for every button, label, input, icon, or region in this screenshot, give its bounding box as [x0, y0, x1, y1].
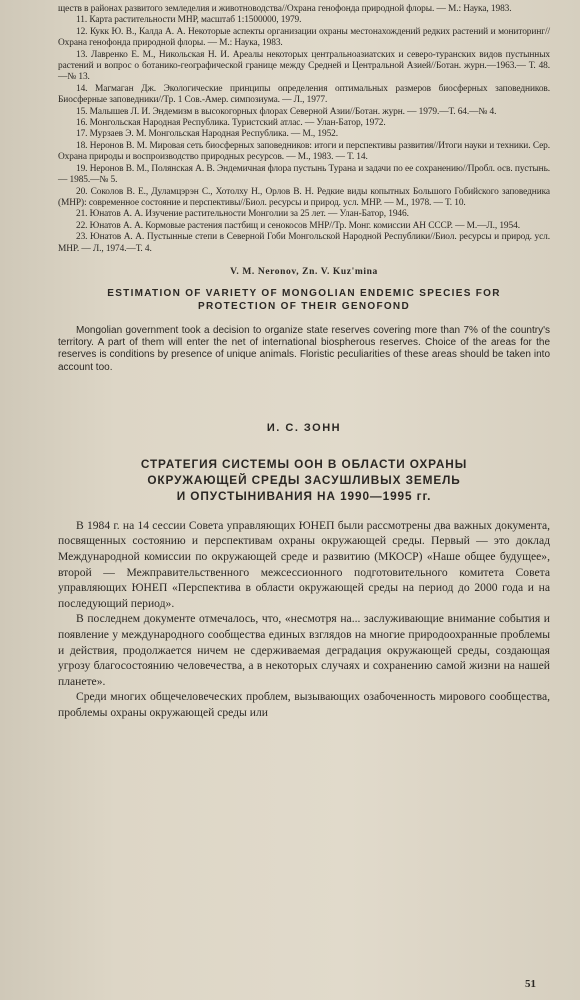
- reference-list: [58, 4, 550, 255]
- reference-item: 15. Малышев Л. И. Эндемизм в высокогорных флорах Северной Азии//Ботан. журн. — 1979.—Т. 64.—№ 4.: [76, 106, 497, 117]
- reference-item: 22. Юнатов А. А. Кормовые растения пастбищ и сенокосов МНР//Тр. Монг. комиссии АН СССР. — М.—Л., 1954.: [76, 220, 520, 231]
- reference-item: 21. Юнатов А. А. Изучение растительности Монголии за 25 лет. — Улан-Батор, 1946.: [76, 209, 409, 220]
- reference-item: 11. Карта растительности МНР, масштаб 1:1500000, 1979.: [76, 15, 302, 26]
- reference-item: 14. Магмаган Дж. Экологические принципы определения оптимальных размеров биосферных заповедников. Биосферные заповедники//Тр. 1 Сов.-Амер. симпозиума. — Л., 1977.: [58, 83, 550, 106]
- article-author: И. С. ЗОНН: [266, 421, 342, 434]
- reference-item: 19. Неронов В. М., Полянская А. В. Эндемичная флора пустынь Турана и задачи по ее сохранению//Пробл. осв. пустынь. — 1985.—№ 5.: [58, 163, 550, 186]
- reference-item: 13. Лавренко Е. М., Никольская Н. И. Ареалы некоторых центральноазиатских и северо-туранских видов пустынных растений и вопрос о ботанико-географической границе между Средней и Центральной Азией//Ботан. журн.—1963.— Т. 48.—№ 13.: [58, 49, 550, 83]
- article-title: [58, 456, 550, 504]
- english-title-line: PROTECTION OF THEIR GENOFOND: [198, 300, 410, 312]
- english-title-line: ESTIMATION OF VARIETY OF MONGOLIAN ENDEMIC SPECIES FOR: [107, 287, 501, 299]
- article-title-line: СТРАТЕГИЯ СИСТЕМЫ ООН В ОБЛАСТИ ОХРАНЫ: [140, 456, 468, 471]
- reference-item: 20. Соколов В. Е., Дуламцэрэн С., Хотолху Н., Орлов В. Н. Редкие виды копытных Большого Гобийского заповедника (МНР): современное состояние и перспективы//Биол. ресурсы и природ. усл. МНР. — М., 1978. — Т. 10.: [58, 186, 550, 208]
- english-authors: V. M. Neronov, Zn. V. Kuz'mina: [230, 266, 378, 277]
- article-paragraph: В последнем документе отмечалось, что, «несмотря на... заслуживающие внимание события и появление у международного сообщества единых взглядов на многие природоохранные проблемы и действия, продолжается ничем не сдерживаемая деградация окружающей среды, создающая угрозу благосостоянию человечества, а в некоторых случаях и сохранению самой жизни на нашей планете».: [58, 612, 550, 688]
- reference-item: 18. Неронов В. М. Мировая сеть биосферных заповедников: итоги и перспективы развития//Итоги науки и техники. Сер. Охрана природы и воспроизводство природных ресурсов. — М., 1983. — Т. 14.: [58, 140, 550, 163]
- reference-item: ществ в районах развитого земледелия и животноводства//Охрана генофонда природной флоры. — М.: Наука, 1983.: [58, 4, 512, 14]
- article-paragraph: Среди многих общечеловеческих проблем, вызывающих озабоченность мирового сообщества, проблемы охраны окружающей среды или: [58, 690, 550, 719]
- reference-item: 12. Кукк Ю. В., Калда А. А. Некоторые аспекты организации охраны местонахождений редких растений и мониторинг//Охрана генофонда природной флоры. — М.: Наука, 1983.: [58, 26, 550, 49]
- reference-item: 16. Монгольская Народная Республика. Туристский атлас. — Улан-Батор, 1972.: [76, 118, 386, 129]
- article-title-line: И ОПУСТЫНИВАНИЯ НА 1990—1995 гг.: [176, 488, 432, 503]
- english-title: [58, 287, 550, 313]
- reference-item: 17. Мурзаев Э. М. Монгольская Народная Республика. — М., 1952.: [76, 129, 339, 140]
- reference-item: 23. Юнатов А. А. Пустынные степи в Северной Гоби Монгольской Народной Республики//Биол. ресурсы и природ. усл. МНР. — Л., 1974.—Т. 4.: [58, 232, 550, 254]
- article-paragraph: В 1984 г. на 14 сессии Совета управляющих ЮНЕП были рассмотрены два важных документа, посвященных состоянию и перспективам охраны окружающей среды. Первый — это доклад Международной комиссии по окружающей среде и развитию (МКОСР) «Наше общее будущее», второй — Межправительственного межсессионного подготовительного комитета Совета управляющих ЮНЕП «Перспектива в области окружающей среды на период до 2000 года и на последующий период».: [58, 518, 550, 610]
- article-title-line: ОКРУЖАЮЩЕЙ СРЕДЫ ЗАСУШЛИВЫХ ЗЕМЕЛЬ: [147, 472, 461, 487]
- page-number: 51: [525, 978, 536, 990]
- english-abstract: Mongolian government took a decision to organize state reserves covering more than 7% of the country's territory. A part of them will enter the net of international biospherous reserves. Choice of the areas for the reserves is conditions by presence of unique animals. Floristic peculiarities of these areas should be taken into account too.: [58, 324, 550, 373]
